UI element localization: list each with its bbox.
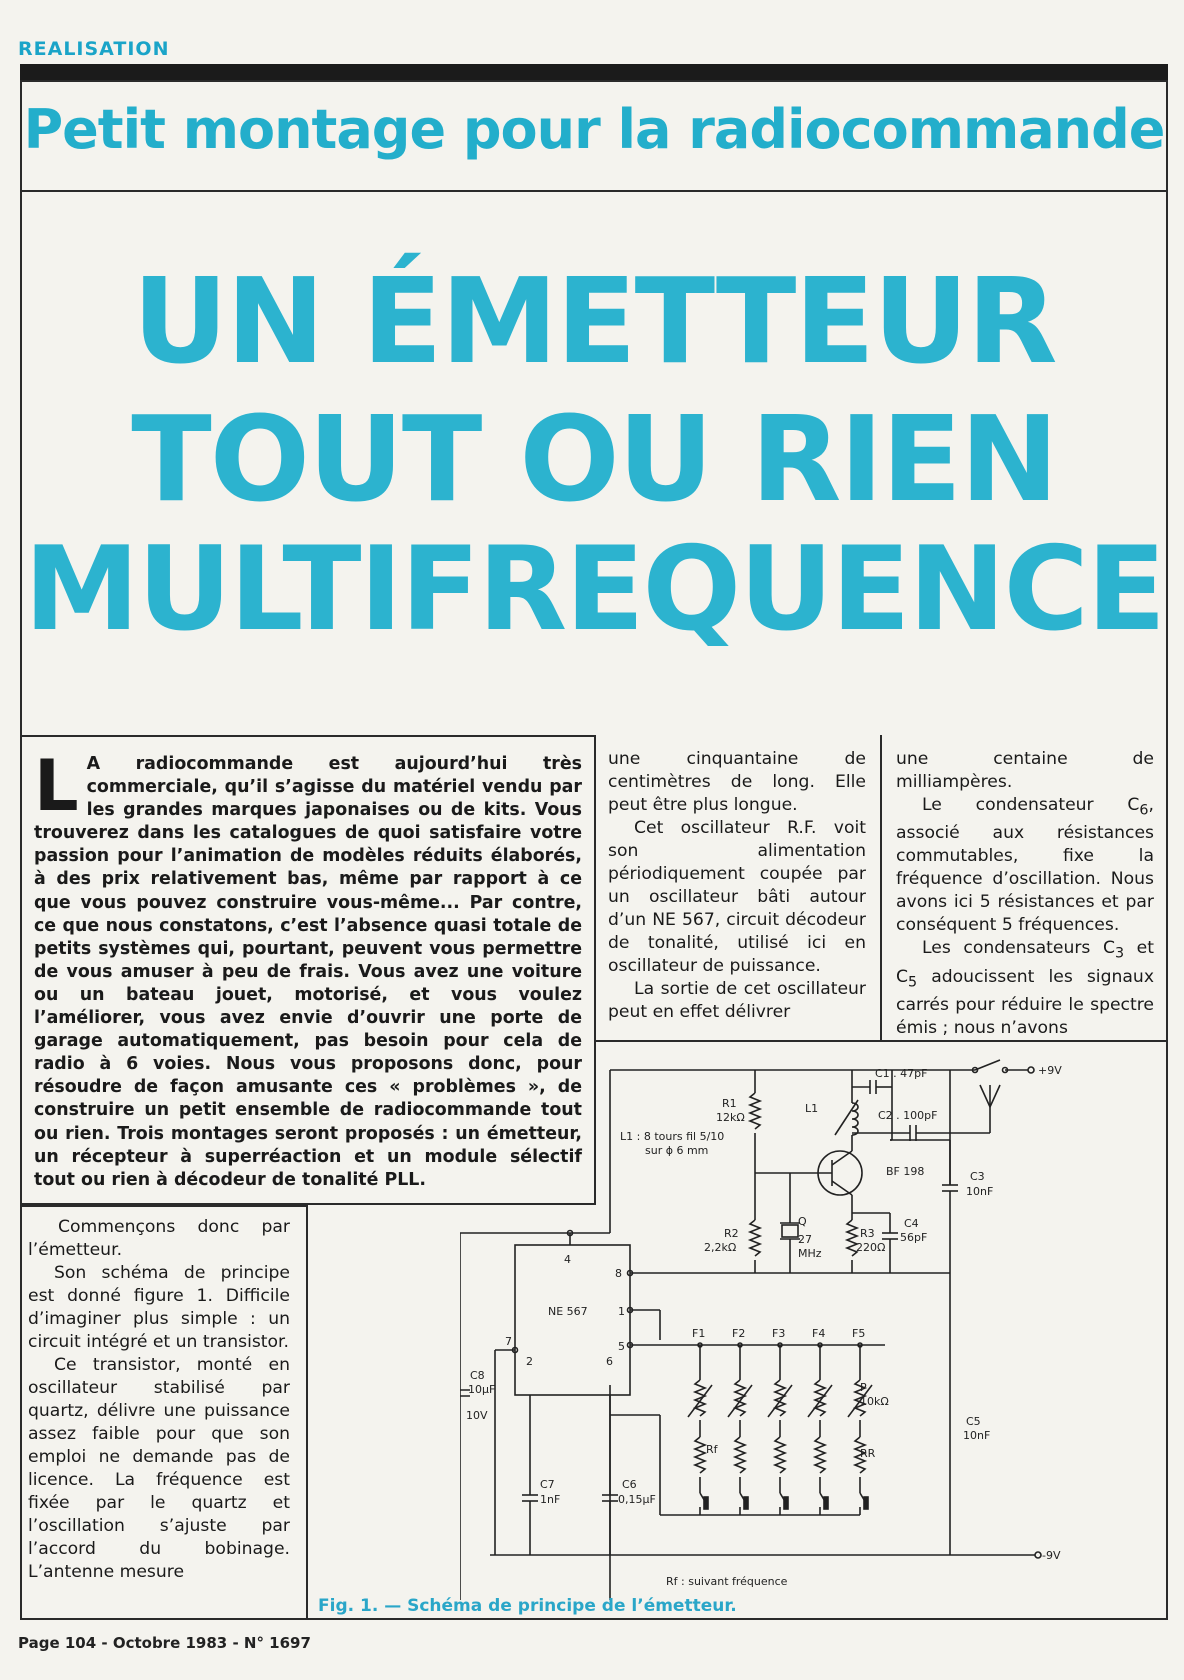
minus9-label: -9V [1042,1549,1061,1562]
col4-p1: Commençons donc par l’émetteur. [28,1217,290,1260]
f4-label: F4 [812,1327,826,1340]
col4-p2: Son schéma de principe est donné figure 1. Difficile d’imaginer plus simple : un circuit intégré et un transistor. [28,1263,290,1352]
column-4 [28,1216,290,1584]
col2-p1: une cinquantaine de centimètres de long. Elle peut être plus longue. [608,749,866,815]
col3-p2-b: , associé aux résistances commutables, fixe la fréquence d’oscillation. Nous avons ici 5 résistances et par conséquent 5 fréquences. [896,795,1154,936]
c1-label: C1 . 47pF [875,1067,928,1080]
col3-p3-b: adoucissent les signaux carrés pour réduire le spectre émis ; nous n’avons [896,966,1154,1039]
r3-label: R3 [860,1227,875,1240]
r1-label: R1 [722,1097,737,1110]
r3-value: 220Ω [856,1241,886,1254]
c4-value: 56pF [900,1231,928,1244]
rr-label: RR [860,1447,876,1460]
col3-p3-sub2: 5 [908,974,918,991]
page-footer: Page 104 - Octobre 1983 - N° 1697 [18,1634,311,1652]
col3-p2 [896,794,1154,937]
p-value: 10kΩ [860,1395,889,1408]
pin-2: 2 [526,1355,533,1368]
transistor-label: BF 198 [886,1165,925,1178]
top-rule [20,64,1168,80]
frame-left [20,1205,22,1620]
c7-value: 1nF [540,1493,561,1506]
ic-label: NE 567 [548,1305,588,1318]
col3-p2-a: Le condensateur C [922,795,1140,815]
f3-label: F3 [772,1327,786,1340]
subtitle: Petit montage pour la radiocommande [23,98,1165,161]
figure-caption: Fig. 1. — Schéma de principe de l’émetteur. [318,1596,737,1616]
col3-p1: une centaine de milliampères. [896,749,1154,792]
col3-p3-mid: et C [896,938,1154,987]
col4-rule [306,1205,308,1620]
c5-label: C5 [966,1415,981,1428]
quartz-label: Q [798,1215,807,1228]
r2-label: R2 [724,1227,739,1240]
c6-label: C6 [622,1478,637,1491]
col2-p3: La sortie de cet oscillateur peut en effet délivrer [608,979,866,1022]
plus9-label: +9V [1038,1064,1062,1077]
col3-p3-a: Les condensateurs C [922,938,1115,959]
f2-label: F2 [732,1327,746,1340]
c8-voltage: 10V [466,1409,488,1422]
c2-label: C2 . 100pF [878,1109,938,1122]
pin-5: 5 [618,1340,625,1353]
c7-label: C7 [540,1478,555,1491]
pin-4: 4 [564,1253,571,1266]
l1-label: L1 [805,1102,819,1115]
c8-value: 10μF [468,1383,496,1396]
pin-6: 6 [606,1355,613,1368]
col4-top-rule [20,1205,308,1207]
column-rule [880,735,882,1040]
p-label: P [860,1381,867,1394]
c8-label: C8 [470,1369,485,1382]
col2-p2: Cet oscillateur R.F. voit son alimentation périodiquement coupée par un oscillateur bâti autour d’un NE 567, circuit décodeur de tonalité, utilisé ici en oscillateur de puissance. [608,818,866,976]
column-3 [896,748,1154,1040]
r2-value: 2,2kΩ [704,1241,737,1254]
col3-p3-sub1: 3 [1114,945,1125,962]
c3-label: C3 [970,1170,985,1183]
col3-p2-sub: 6 [1139,802,1149,819]
quartz-value-1: 27 [798,1233,812,1246]
l1-note-1: L1 : 8 tours fil 5/10 [620,1130,725,1143]
col4-p3: Ce transistor, monté en oscillateur stabilisé par quartz, délivre une puissance assez faible pour que son emploi ne demande pas de licence. La fréquence est fixée par le quartz et l’oscillation s’ajuste par l’accord du bobinage. L’antenne mesure [28,1355,290,1582]
pin-1: 1 [618,1305,625,1318]
c3-value: 10nF [966,1185,994,1198]
title-line-2: TOUT OU RIEN [131,390,1057,528]
quartz-value-2: MHz [798,1247,822,1260]
pin-8: 8 [615,1267,622,1280]
schematic-diagram [460,1045,1160,1600]
col3-p3 [896,937,1154,1040]
rf-note: Rf : suivant fréquence [666,1575,788,1588]
drop-cap: L [34,745,79,827]
c6-value: 0,15μF [618,1493,656,1506]
l1-note-2: sur ϕ 6 mm [645,1144,709,1157]
frame-bottom [20,1618,1168,1620]
f1-label: F1 [692,1327,706,1340]
r1-value: 12kΩ [716,1111,745,1124]
column-2 [608,748,866,1024]
title-line-3: MULTIFREQUENCE [24,522,1164,657]
title-line-1: UN ÉMETTEUR [132,252,1056,390]
section-label: REALISATION [18,38,170,60]
c5-value: 10nF [963,1429,991,1442]
intro-text: A radiocommande est aujourd’hui très commerciale, qu’il s’agisse du matériel vendu par les grandes marques japonaises ou de kits. Vous trouverez dans les catalogues de quoi satisfaire votre passion pour l’animation de modèles réduits élaborés, à des prix relativement bas, même par rapport à ce que vous pouvez construire vous-même... Par contre, ce que nous constatons, c’est l’absence quasi totale de petits systèmes qui, pourtant, peuvent vous permettre de vous amuser à peu de frais. Vous avez une voiture ou un bateau jouet, motorisé, et vous voulez l’améliorer, vous avez envie d’ouvrir une porte de garage automatiquement, pas besoin pour cela de radio à 6 voies. Nous vous proposons donc, pour résoudre de façon amusante ces « problèmes », de construire un petit ensemble de radiocommande tout ou rien. Trois montages seront proposés : un émetteur, un récepteur à superréaction et un module sélectif tout ou rien à décodeur de tonalité PLL. [34,754,582,1190]
frame-right [1166,735,1168,1620]
pin-7: 7 [505,1335,512,1348]
f5-label: F5 [852,1327,866,1340]
rf-label: Rf [706,1443,718,1456]
c4-label: C4 [904,1217,919,1230]
